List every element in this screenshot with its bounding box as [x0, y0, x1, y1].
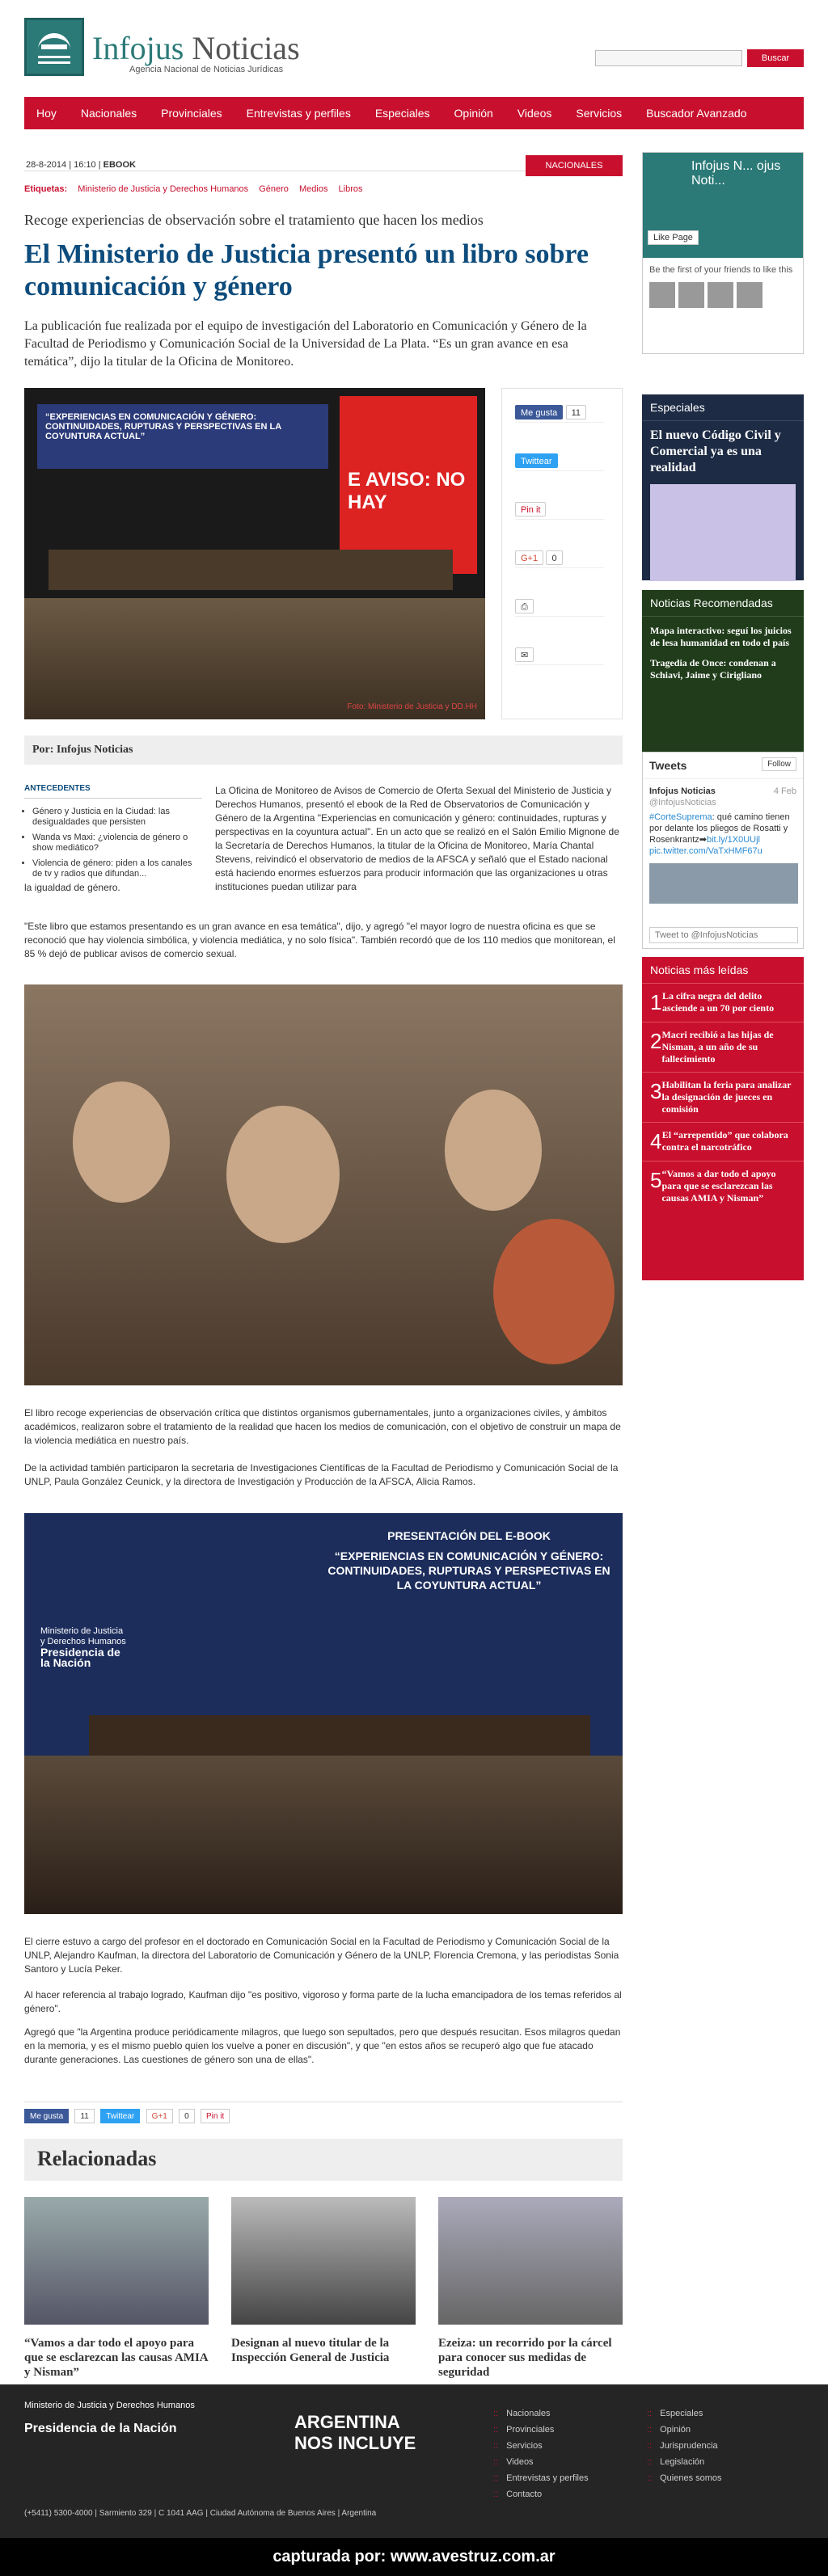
article-kicker: Recoge experiencias de observación sobre el tratamiento que hacen los medios — [24, 212, 484, 228]
paragraph: Al hacer referencia al trabajo logrado, Kaufman dijo "es positivo, vigoroso y forma parte de la lucha emancipadora de los temas referidos al género". — [24, 1989, 622, 2014]
related-title[interactable]: “Vamos a dar todo el apoyo para que se esclarezcan las causas AMIA y Nisman” — [24, 2337, 208, 2379]
tweet-date: 4 Feb — [773, 786, 796, 796]
paragraph: "Este libro que estamos presentando es un gran avance en esa temática", dijo, y agregó "el mayor logro de nuestra oficina es que se reconoció que hay violencia simbólica, y violencia mediática, y no solo física". También recordó que de los 110 medios que monitorean, el 85 % dejó de publicar avisos de comercio sexual. — [24, 921, 615, 959]
article — [24, 145, 623, 2379]
tweet-handle[interactable]: @InfojusNoticias — [649, 798, 716, 807]
related-image[interactable] — [231, 2197, 416, 2325]
footer-link[interactable]: :: Entrevistas y perfiles — [493, 2473, 589, 2483]
email-button[interactable] — [515, 647, 604, 665]
mas-leida-item[interactable]: 5 “Vamos a dar todo el apoyo para que se esclarezcan las causas AMIA y Nisman” — [642, 1161, 804, 1211]
antecedentes-box — [24, 784, 202, 884]
twitter-widget — [642, 752, 804, 949]
antecedentes-heading: ANTECEDENTES — [24, 784, 202, 799]
antecedente-link[interactable]: • Género y Justicia en la Ciudad: las desigualdades que persisten — [32, 807, 202, 828]
tweet-to-input[interactable]: Tweet to @InfojusNoticias — [649, 927, 798, 943]
print-icon[interactable]: ⎙ — [515, 599, 534, 613]
related-image[interactable] — [24, 2197, 209, 2325]
paragraph: La Oficina de Monitoreo de Avisos de Comercio de Oferta Sexual del Ministerio de Justicia y Derechos Humanos, presentó el ebook de la Red de Observatorios de Comunicación y Género de la Argentina "Experiencias en comunicación y género: continuidades, rupturas y perspectivas en la coyuntura actual". En un acto que se realizó en el Salón Emilio Mignone de la Secretaría de Derechos Humanos, la titular de la Oficina de Monitoreo, María Chantal Stevens, reivindicó el observatorio de medios de la AFSCA y señaló que el Estado nacional está haciendo enormes esfuerzos para producir información que las organizaciones u otras instituciones puedan utilizar para — [215, 785, 619, 892]
footer-presidencia: Presidencia de la Nación — [24, 2422, 177, 2435]
especiales-title[interactable]: El nuevo Código Civil y Comercial ya es una realidad — [650, 428, 781, 474]
especiales-image[interactable] — [650, 484, 796, 581]
tweet-text: : qué camino tienen por delante los pliegos de Rosatti y Rosenkrantz➡ — [649, 812, 790, 845]
panel-table — [49, 550, 453, 590]
site-footer — [0, 2384, 828, 2538]
related-item[interactable] — [438, 2197, 623, 2380]
print-button[interactable] — [515, 599, 604, 617]
tweet-button[interactable]: Twittear — [515, 453, 558, 468]
related-item[interactable] — [231, 2197, 416, 2365]
infojus-logo-icon[interactable] — [24, 18, 84, 76]
article-meta — [24, 145, 623, 171]
related-title[interactable]: Ezeiza: un recorrido por la cárcel para conocer sus medidas de seguridad — [438, 2337, 612, 2379]
nav-item-especiales[interactable]: Especiales — [374, 107, 430, 120]
paragraph: El libro recoge experiencias de observación crítica que distintos organismos gubernamentales, junto a organizaciones civiles, y ámbitos académicos, realizaron sobre el tratamiento de la realidad que hacen los medios de comunicación, con el objetivo de construir un mapa de la violencia mediática en nuestro país. — [24, 1407, 621, 1446]
footer-link[interactable]: :: Contacto — [493, 2490, 543, 2499]
site-header — [0, 0, 828, 93]
related-image[interactable] — [438, 2197, 623, 2325]
mas-leidas-widget — [642, 957, 804, 1280]
tweet-button[interactable]: Twittear — [100, 2109, 140, 2123]
section-badge[interactable]: NACIONALES — [526, 155, 623, 176]
nav-item-servicios[interactable]: Servicios — [576, 107, 623, 120]
mas-leida-item[interactable]: 1 La cifra negra del delito asciende a un 70 por ciento — [642, 983, 804, 1022]
tweet-image[interactable] — [649, 863, 798, 904]
especiales-heading: Especiales — [642, 394, 804, 421]
footer-link[interactable]: :: Jurisprudencia — [647, 2441, 718, 2451]
tag-link[interactable]: Género — [259, 184, 289, 194]
follow-button[interactable]: Follow — [762, 757, 796, 771]
presentation-banner: PRESENTACIÓN DEL E-BOOK “EXPERIENCIAS EN COMUNICACIÓN Y GÉNERO: CONTINUIDADES, RUPTURAS Y PERSPECTIVAS EN LA COYUNTURA ACTUAL” — [327, 1529, 610, 1592]
like-button[interactable]: Me gusta — [24, 2109, 69, 2123]
like-count: 11 — [566, 405, 586, 419]
like-count: 11 — [74, 2109, 94, 2123]
article-tags — [24, 184, 623, 194]
article-date: 28-8-2014 | 16:10 | EBOOK — [26, 160, 136, 170]
article-byline: Por: Infojus Noticias — [24, 736, 623, 765]
footer-link[interactable]: :: Videos — [493, 2457, 534, 2467]
hero-photo — [24, 388, 485, 719]
tag-link[interactable]: Libros — [338, 184, 363, 194]
antecedente-link[interactable]: • Violencia de género: piden a los canales de tv y radios que difundan... — [32, 858, 202, 879]
audience — [24, 598, 485, 719]
tweet-hashtag[interactable]: #CorteSuprema — [649, 812, 712, 822]
mas-leidas-heading: Noticias más leídas — [650, 963, 749, 976]
audience — [24, 1756, 623, 1914]
fb-like-page-button[interactable]: Like Page — [648, 230, 699, 245]
social-share-column — [501, 388, 623, 719]
antecedente-link[interactable]: • Wanda vs Maxi: ¿violencia de género o show mediático? — [32, 833, 202, 854]
footer-link[interactable]: :: Legislación — [647, 2457, 705, 2467]
facebook-like[interactable] — [515, 405, 604, 423]
site-brand[interactable]: Infojus Noticias — [92, 30, 300, 66]
footer-links-2 — [647, 2405, 722, 2486]
paragraph: El cierre estuvo a cargo del profesor en el doctorado en Comunicación Social en la Facultad de Periodismo y Comunicación Social de la UNLP, Alejandro Kaufman, la directora del Laboratorio de Comunicación y Género de la UNLP, Florencia Cremona, y las periodistas Sonia Santoro y Lucía Peker. — [24, 1936, 619, 1975]
footer-ministerio: Ministerio de Justicia y Derechos Humanos — [24, 2401, 195, 2410]
footer-link[interactable]: :: Opinión — [647, 2425, 691, 2435]
recomendada-link[interactable]: Tragedia de Once: condenan a Schiavi, Jaime y Cirigliano — [650, 657, 776, 681]
article-lead: La publicación fue realizada por el equipo de investigación del Laboratorio en Comunicación y Género de la Facultad de Periodismo y Comunicación Social de la Universidad de La Plata. “Es un gran avance en esa temática”, dijo la titular de la Oficina de Monitoreo. — [24, 319, 587, 369]
related-heading: Relacionadas — [24, 2139, 623, 2181]
footer-link[interactable]: :: Nacionales — [493, 2409, 551, 2418]
gplus-button[interactable]: G+1 — [515, 550, 543, 565]
footer-contact: (+5411) 5300-4000 | Sarmiento 329 | C 1041 AAG | Ciudad Autónoma de Buenos Aires | Argentina — [24, 2509, 377, 2518]
article-title: El Ministerio de Justicia presentó un libro sobre comunicación y género — [24, 239, 589, 301]
paragraph: la igualdad de género. — [24, 882, 120, 893]
nav-item-buscador[interactable]: Buscador Avanzado — [646, 107, 747, 120]
gplus-count: 0 — [179, 2109, 195, 2123]
mas-leida-item[interactable]: 3 Habilitan la feria para analizar la designación de jueces en comisión — [642, 1072, 804, 1122]
panel-table — [89, 1715, 590, 1756]
gplus-count: 0 — [546, 550, 562, 565]
paragraph: De la actividad también participaron la secretaria de Investigaciones Científicas de la Facultad de Periodismo y Comunicación Social de la UNLP, Paula González Ceunick, y la directora de Investigación y Producción de la AFSCA, Alicia Ramos. — [24, 1462, 619, 1487]
site-tagline: Agencia Nacional de Noticias Jurídicas — [129, 65, 284, 74]
related-title[interactable]: Designan al nuevo titular de la Inspección General de Justicia — [231, 2337, 390, 2364]
tags-label: Etiquetas: — [24, 184, 68, 194]
search-button[interactable]: Buscar — [747, 49, 804, 67]
bottom-share-row — [24, 2102, 623, 2124]
recomendadas-widget — [642, 590, 804, 752]
tweet-author[interactable]: Infojus Noticias — [649, 786, 716, 796]
facebook-page-widget — [642, 152, 804, 354]
footer-link[interactable]: :: Especiales — [647, 2409, 703, 2418]
nav-item-provinciales[interactable]: Provinciales — [161, 107, 222, 120]
tag-link[interactable]: Medios — [299, 184, 328, 194]
photo-credit: Foto: Ministerio de Justicia y DD.HH — [347, 702, 477, 711]
email-icon[interactable]: ✉ — [515, 647, 534, 662]
paragraph: Agregó que "la Argentina produce periódicamente milagros, que luego son sepultados, pero que después resucitan. Esos milagros quedan en la memoria, y es el mismo pueblo quien los vuelve a poner en discusión", y que "en estos años se recuperó algo que fue atacado durante generaciones. Las cuestiones de género son una de ellas". — [24, 2026, 621, 2065]
hero-section — [24, 388, 623, 727]
fb-page-name[interactable]: Infojus N... ojus Noti... — [691, 159, 781, 188]
nav-item-videos[interactable]: Videos — [517, 107, 552, 120]
tweets-heading: Tweets — [649, 759, 687, 772]
footer-link[interactable]: :: Quienes somos — [647, 2473, 722, 2483]
recomendadas-heading: Noticias Recomendadas — [642, 590, 804, 617]
nav-item-hoy[interactable]: Hoy — [36, 107, 57, 120]
hero-banner: “EXPERIENCIAS EN COMUNICACIÓN Y GÉNERO: CONTINUIDADES, RUPTURAS Y PERSPECTIVAS EN LA COYUNTURA ACTUAL” — [37, 404, 328, 469]
footer-link[interactable]: :: Servicios — [493, 2441, 543, 2451]
capture-credit: capturada por: www.avestruz.com.ar — [0, 2538, 828, 2576]
nav-item-nacionales[interactable]: Nacionales — [80, 107, 137, 120]
pin-button[interactable]: Pin it — [201, 2109, 230, 2123]
tweet-share[interactable] — [515, 453, 604, 471]
audience-photo — [24, 984, 623, 1385]
main-nav — [24, 97, 804, 129]
pinterest-share[interactable] — [515, 502, 604, 520]
footer-links-1 — [493, 2405, 589, 2502]
related-item[interactable] — [24, 2197, 209, 2380]
tag-link[interactable]: Ministerio de Justicia y Derechos Humanos — [78, 184, 249, 194]
hero-poster: E AVISO: NO HAY — [340, 396, 477, 574]
fb-friends-text: Be the first of your friends to like this — [649, 265, 793, 275]
recomendada-link[interactable]: Mapa interactivo: seguí los juicios de lesa humanidad en todo el país — [650, 625, 792, 648]
tweet-link[interactable]: bit.ly/1X0UUjl pic.twitter.com/VaTxHMF67u — [649, 835, 763, 856]
especiales-widget[interactable] — [642, 394, 804, 580]
like-button[interactable]: Me gusta — [515, 405, 563, 419]
gplus-share[interactable] — [515, 550, 604, 568]
presentation-photo — [24, 1513, 623, 1914]
footer-campaign: ARGENTINA NOS INCLUYE — [294, 2412, 416, 2453]
nav-item-opinion[interactable]: Opinión — [454, 107, 493, 120]
pin-button[interactable]: Pin it — [515, 502, 546, 516]
footer-link[interactable]: :: Provinciales — [493, 2425, 555, 2435]
mas-leida-item[interactable]: 2 Macri recibió a las hijas de Nisman, a un año de su fallecimiento — [642, 1022, 804, 1072]
mas-leida-item[interactable]: 4 El “arrepentido” que colabora contra el narcotráfico — [642, 1122, 804, 1161]
fb-thumbs — [643, 282, 803, 308]
gplus-button[interactable]: G+1 — [146, 2109, 173, 2123]
search-input[interactable] — [595, 50, 742, 66]
ministry-sign: Ministerio de Justicia y Derechos Humanos Presidencia de la Nación — [40, 1626, 126, 1669]
nav-item-entrevistas[interactable]: Entrevistas y perfiles — [246, 107, 351, 120]
